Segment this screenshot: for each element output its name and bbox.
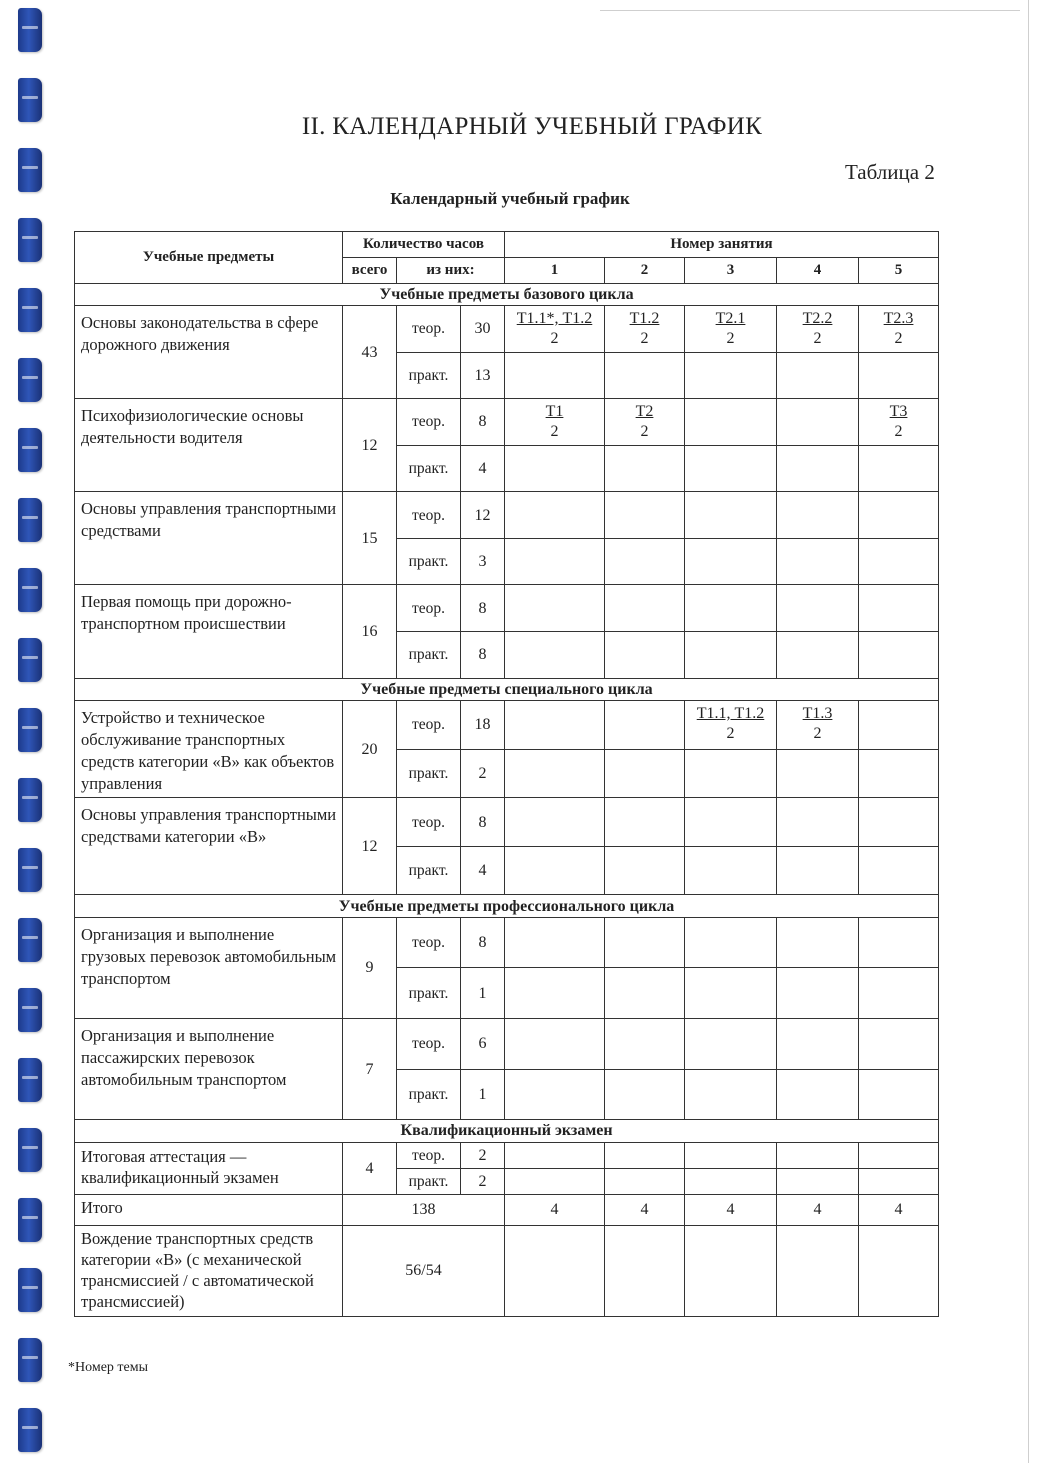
lesson-cell <box>685 846 777 895</box>
theory-hours: 8 <box>461 399 505 446</box>
table-row <box>75 678 939 700</box>
lesson-cell <box>685 352 777 399</box>
lesson-cell <box>859 749 939 798</box>
lesson-topic: Т2.1 <box>715 309 746 327</box>
subject-name: Организация и выполнение грузовых перевозок автомобильным транспортом <box>75 917 343 1018</box>
lesson-topic: Т1.1, Т1.2 <box>696 704 765 722</box>
lesson-entry <box>890 402 908 442</box>
lesson-cell <box>859 399 939 446</box>
practice-label: практ. <box>397 352 461 399</box>
lesson-cell <box>685 445 777 492</box>
lesson-hours: 2 <box>640 423 649 441</box>
table-row <box>75 1225 939 1316</box>
lesson-cell <box>685 585 777 632</box>
page-title: II. КАЛЕНДАРНЫЙ УЧЕБНЫЙ ГРАФИК <box>301 113 763 140</box>
practice-hours: 1 <box>461 1069 505 1120</box>
subject-name: Психофизиологические основы деятельности водителя <box>75 399 343 492</box>
theory-hours: 30 <box>461 305 505 352</box>
practice-label: практ. <box>397 749 461 798</box>
lesson-topic: Т1.3 <box>802 704 833 722</box>
table-row <box>75 1120 939 1142</box>
binding-ring <box>18 1058 42 1102</box>
binding-ring <box>18 988 42 1032</box>
lesson-cell <box>605 445 685 492</box>
lesson-cell <box>605 917 685 968</box>
table-row <box>75 700 939 749</box>
lesson-cell <box>777 749 859 798</box>
lesson-cell <box>505 445 605 492</box>
subject-total-hours: 43 <box>343 305 397 398</box>
practice-label: практ. <box>397 846 461 895</box>
header-lesson-4: 4 <box>777 258 859 283</box>
lesson-cell <box>605 1225 685 1316</box>
lesson-hours: 2 <box>894 329 903 347</box>
subject-total-hours: 12 <box>343 798 397 895</box>
lesson-entry <box>803 309 833 349</box>
lesson-entry <box>803 704 833 744</box>
lesson-cell <box>777 585 859 632</box>
lesson-cell <box>685 1069 777 1120</box>
lesson-cell <box>777 352 859 399</box>
lesson-cell <box>777 632 859 679</box>
subject-name: Основы управления транспортными средствами <box>75 492 343 585</box>
theory-label: теор. <box>397 798 461 847</box>
lesson-cell <box>505 1168 605 1194</box>
subject-total-hours: 9 <box>343 917 397 1018</box>
lesson-cell <box>685 1168 777 1194</box>
lesson-cell <box>685 798 777 847</box>
subject-total-hours: 15 <box>343 492 397 585</box>
header-lesson-5: 5 <box>859 258 939 283</box>
lesson-hours: 2 <box>726 724 735 742</box>
lesson-cell <box>505 1225 605 1316</box>
lesson-cell <box>685 1225 777 1316</box>
lesson-cell <box>605 492 685 539</box>
lesson-cell <box>505 538 605 585</box>
lesson-cell <box>505 1142 605 1168</box>
lesson-entry <box>697 704 765 744</box>
lesson-hours: 2 <box>813 329 822 347</box>
lesson-cell <box>505 1019 605 1070</box>
theory-label: теор. <box>397 917 461 968</box>
lesson-topic: Т1.2 <box>629 309 660 327</box>
lesson-cell <box>859 846 939 895</box>
header-lesson-3: 3 <box>685 258 777 283</box>
lesson-cell <box>777 492 859 539</box>
lesson-cell <box>505 700 605 749</box>
header-hours: Количество часов <box>343 232 505 258</box>
lesson-cell <box>777 917 859 968</box>
lesson-cell <box>777 1019 859 1070</box>
subject-total-hours: 12 <box>343 399 397 492</box>
lesson-hours: 2 <box>813 724 822 742</box>
table-row <box>75 585 939 632</box>
theory-hours: 8 <box>461 917 505 968</box>
totals-label: Итого <box>75 1195 343 1225</box>
lesson-topic: Т3 <box>889 403 908 421</box>
practice-label: практ. <box>397 538 461 585</box>
lesson-cell <box>859 305 939 352</box>
practice-hours: 3 <box>461 538 505 585</box>
lesson-cell <box>685 632 777 679</box>
binding-ring <box>18 8 42 52</box>
lesson-cell <box>777 1142 859 1168</box>
table-row <box>75 895 939 917</box>
lesson-cell <box>859 798 939 847</box>
lesson-cell <box>605 1019 685 1070</box>
schedule-table <box>74 231 939 1317</box>
lesson-cell <box>685 1019 777 1070</box>
lesson-cell <box>859 1168 939 1194</box>
practice-hours: 2 <box>461 749 505 798</box>
lesson-cell <box>505 749 605 798</box>
lesson-hours: 2 <box>550 329 559 347</box>
binding-ring <box>18 708 42 752</box>
theory-label: теор. <box>397 1142 461 1168</box>
lesson-cell <box>859 1225 939 1316</box>
binding-ring <box>18 778 42 822</box>
practice-label: практ. <box>397 968 461 1019</box>
binding-ring <box>18 218 42 262</box>
lesson-cell <box>685 968 777 1019</box>
lesson-cell <box>859 1019 939 1070</box>
lesson-cell <box>605 632 685 679</box>
theory-label: теор. <box>397 700 461 749</box>
lesson-cell <box>859 352 939 399</box>
table-row <box>75 492 939 539</box>
lesson-cell <box>685 700 777 749</box>
binding-ring <box>18 1268 42 1312</box>
theory-hours: 6 <box>461 1019 505 1070</box>
table-row <box>75 1195 939 1225</box>
lesson-cell <box>605 749 685 798</box>
totals-lesson-5: 4 <box>859 1195 939 1225</box>
lesson-entry <box>716 309 746 349</box>
lesson-cell <box>605 968 685 1019</box>
lesson-cell <box>505 1069 605 1120</box>
subject-name: Основы управления транспортными средствами категории «В» <box>75 798 343 895</box>
spiral-binding <box>14 0 48 1463</box>
binding-ring <box>18 1128 42 1172</box>
binding-ring <box>18 288 42 332</box>
table-row <box>75 798 939 847</box>
table-row <box>75 1019 939 1070</box>
totals-lesson-2: 4 <box>605 1195 685 1225</box>
section-title: Учебные предметы специального цикла <box>75 678 939 700</box>
table-row <box>75 232 939 258</box>
lesson-hours: 2 <box>640 329 649 347</box>
table-row <box>75 305 939 352</box>
lesson-cell <box>859 445 939 492</box>
lesson-cell <box>859 492 939 539</box>
binding-ring <box>18 1198 42 1242</box>
lesson-cell <box>685 917 777 968</box>
totals-hours: 138 <box>343 1195 505 1225</box>
lesson-cell <box>777 1168 859 1194</box>
subject-name: Итоговая аттестация — квалификационный экзамен <box>75 1142 343 1195</box>
lesson-cell <box>605 1142 685 1168</box>
lesson-topic: Т1.1*, Т1.2 <box>516 309 593 327</box>
lesson-cell <box>859 968 939 1019</box>
lesson-cell <box>605 305 685 352</box>
header-lesson-number: Номер занятия <box>505 232 939 258</box>
lesson-cell <box>685 1142 777 1168</box>
table-row <box>75 399 939 446</box>
theory-hours: 12 <box>461 492 505 539</box>
lesson-cell <box>777 399 859 446</box>
header-subjects: Учебные предметы <box>75 232 343 284</box>
lesson-cell <box>605 1069 685 1120</box>
binding-ring <box>18 1338 42 1382</box>
lesson-cell <box>505 798 605 847</box>
subject-total-hours: 4 <box>343 1142 397 1195</box>
practice-hours: 2 <box>461 1168 505 1194</box>
lesson-cell <box>777 445 859 492</box>
section-title: Учебные предметы профессионального цикла <box>75 895 939 917</box>
header-total: всего <box>343 258 397 283</box>
lesson-cell <box>505 585 605 632</box>
lesson-cell <box>859 632 939 679</box>
lesson-hours: 2 <box>550 423 559 441</box>
theory-label: теор. <box>397 1019 461 1070</box>
subject-total-hours: 20 <box>343 700 397 797</box>
subject-total-hours: 7 <box>343 1019 397 1120</box>
totals-lesson-1: 4 <box>505 1195 605 1225</box>
lesson-cell <box>859 1142 939 1168</box>
binding-ring <box>18 638 42 682</box>
lesson-entry <box>517 309 593 349</box>
lesson-cell <box>685 749 777 798</box>
practice-hours: 13 <box>461 352 505 399</box>
theory-hours: 2 <box>461 1142 505 1168</box>
section-title: Учебные предметы базового цикла <box>75 283 939 305</box>
lesson-cell <box>505 492 605 539</box>
binding-ring <box>18 848 42 892</box>
lesson-cell <box>505 968 605 1019</box>
lesson-cell <box>605 399 685 446</box>
lesson-cell <box>685 399 777 446</box>
lesson-cell <box>605 846 685 895</box>
theory-hours: 8 <box>461 798 505 847</box>
practice-label: практ. <box>397 1168 461 1194</box>
header-lesson-2: 2 <box>605 258 685 283</box>
lesson-entry <box>546 402 564 442</box>
theory-hours: 8 <box>461 585 505 632</box>
table-row <box>75 1142 939 1168</box>
lesson-cell <box>605 585 685 632</box>
lesson-cell <box>859 1069 939 1120</box>
practice-hours: 4 <box>461 846 505 895</box>
binding-ring <box>18 1408 42 1452</box>
lesson-cell <box>685 305 777 352</box>
lesson-cell <box>685 492 777 539</box>
driving-hours: 56/54 <box>343 1225 505 1316</box>
lesson-cell <box>605 798 685 847</box>
subject-total-hours: 16 <box>343 585 397 678</box>
practice-label: практ. <box>397 1069 461 1120</box>
lesson-cell <box>777 700 859 749</box>
lesson-cell <box>777 968 859 1019</box>
table-number: Таблица 2 <box>845 160 935 184</box>
lesson-topic: Т2.3 <box>883 309 914 327</box>
lesson-cell <box>777 846 859 895</box>
page-edge-right <box>1028 0 1029 1463</box>
lesson-cell <box>605 700 685 749</box>
header-lesson-1: 1 <box>505 258 605 283</box>
lesson-cell <box>859 700 939 749</box>
practice-hours: 4 <box>461 445 505 492</box>
binding-ring <box>18 568 42 612</box>
section-title: Квалификационный экзамен <box>75 1120 939 1142</box>
theory-label: теор. <box>397 399 461 446</box>
lesson-cell <box>605 538 685 585</box>
lesson-hours: 2 <box>894 423 903 441</box>
driving-subject-name: Вождение транспортных средств категории «В» (с механической трансмиссией / с автоматической трансмиссией) <box>75 1225 343 1316</box>
practice-hours: 8 <box>461 632 505 679</box>
lesson-hours: 2 <box>726 329 735 347</box>
lesson-cell <box>777 798 859 847</box>
lesson-cell <box>505 917 605 968</box>
lesson-cell <box>605 352 685 399</box>
footnote: *Номер темы <box>68 1360 149 1375</box>
binding-ring <box>18 148 42 192</box>
lesson-cell <box>505 352 605 399</box>
practice-hours: 1 <box>461 968 505 1019</box>
lesson-topic: Т2.2 <box>802 309 833 327</box>
lesson-topic: Т2 <box>635 403 654 421</box>
lesson-cell <box>685 538 777 585</box>
lesson-entry <box>636 402 654 442</box>
lesson-entry <box>884 309 914 349</box>
totals-lesson-4: 4 <box>777 1195 859 1225</box>
binding-ring <box>18 428 42 472</box>
lesson-cell <box>505 632 605 679</box>
lesson-cell <box>605 1168 685 1194</box>
lesson-cell <box>777 305 859 352</box>
subject-name: Основы законодательства в сфере дорожного движения <box>75 305 343 398</box>
theory-label: теор. <box>397 305 461 352</box>
table-row <box>75 283 939 305</box>
binding-ring <box>18 358 42 402</box>
lesson-cell <box>505 846 605 895</box>
lesson-topic: Т1 <box>545 403 564 421</box>
practice-label: практ. <box>397 632 461 679</box>
page-edge-top <box>600 10 1020 11</box>
lesson-cell <box>777 1069 859 1120</box>
lesson-entry <box>630 309 660 349</box>
lesson-cell <box>505 305 605 352</box>
lesson-cell <box>505 399 605 446</box>
theory-label: теор. <box>397 585 461 632</box>
header-of-which: из них: <box>397 258 505 283</box>
binding-ring <box>18 918 42 962</box>
subject-name: Устройство и техническое обслуживание транспортных средств категории «В» как объектов управления <box>75 700 343 797</box>
lesson-cell <box>859 585 939 632</box>
lesson-cell <box>777 538 859 585</box>
lesson-cell <box>859 538 939 585</box>
subject-name: Первая помощь при дорожно-транспортном происшествии <box>75 585 343 678</box>
theory-label: теор. <box>397 492 461 539</box>
binding-ring <box>18 498 42 542</box>
lesson-cell <box>859 917 939 968</box>
subject-name: Организация и выполнение пассажирских перевозок автомобильным транспортом <box>75 1019 343 1120</box>
totals-lesson-3: 4 <box>685 1195 777 1225</box>
table-caption: Календарный учебный график <box>390 189 630 208</box>
table-row <box>75 917 939 968</box>
theory-hours: 18 <box>461 700 505 749</box>
practice-label: практ. <box>397 445 461 492</box>
lesson-cell <box>777 1225 859 1316</box>
